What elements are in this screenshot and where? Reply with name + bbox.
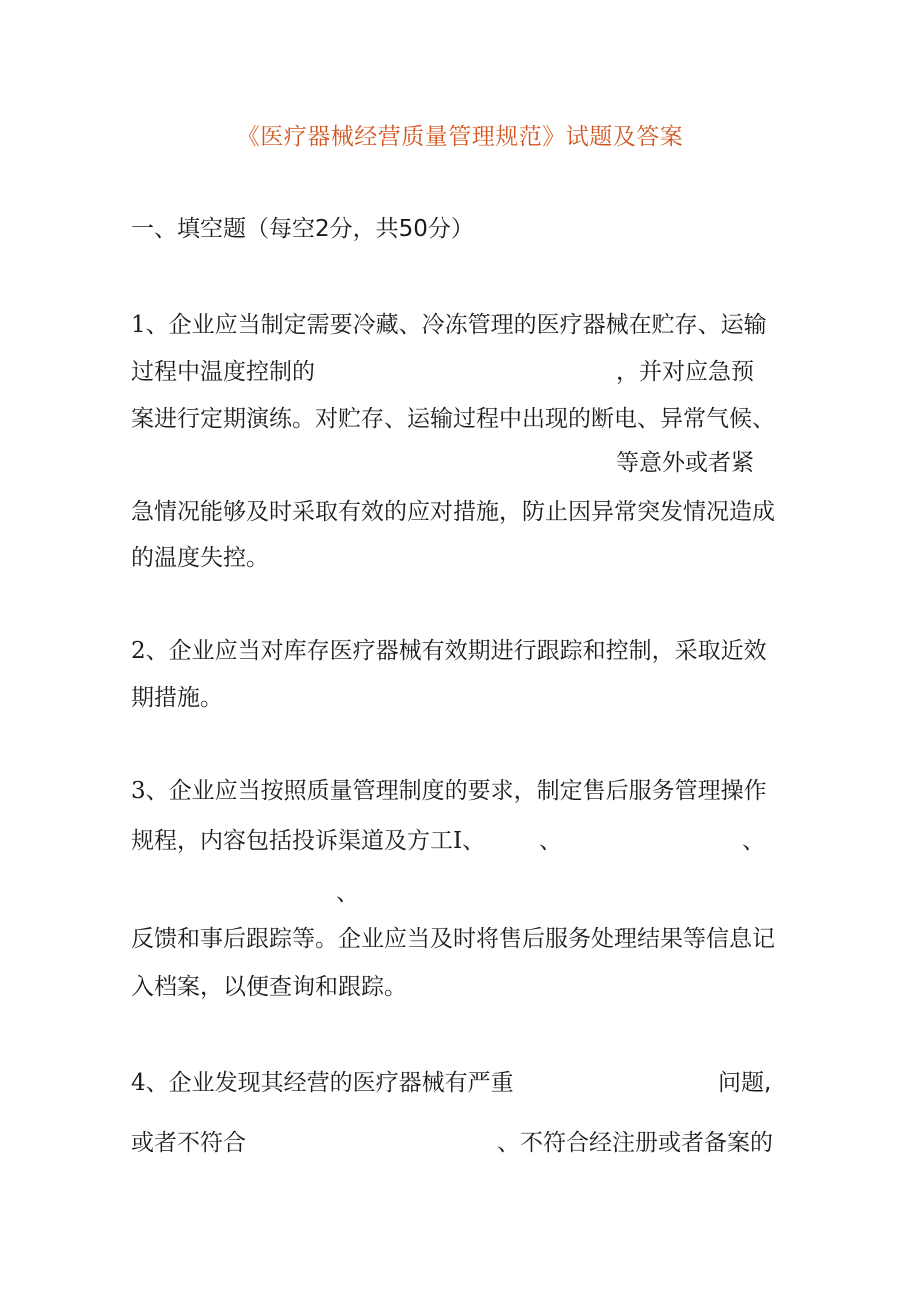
document-title: 《医疗器械经营质量管理规范》试题及答案	[236, 124, 684, 150]
q4-line-2-end: 、不符合经注册或者备案的	[497, 1130, 773, 1156]
q2-number: 2	[131, 638, 146, 664]
q2-line-1: 2、企业应当对库存医疗器械有效期进行跟踪和控制，采取近效	[131, 638, 767, 664]
q1-line-2-start: 过程中温度控制的	[131, 359, 315, 385]
q1-number: 1	[131, 312, 146, 338]
q2-line-2: 期措施。	[131, 685, 223, 711]
q3-line-2-sep-1: 、	[539, 828, 562, 854]
q3-line-2-sep-2: 、	[742, 828, 765, 854]
q4-number: 4	[131, 1070, 146, 1096]
q3-line-3-sep: 、	[336, 880, 359, 906]
q4-line-1-start: 4、企业发现其经营的医疗器械有严重	[131, 1070, 514, 1096]
q3-line-4: 反馈和事后跟踪等。企业应当及时将售后服务处理结果等信息记	[131, 926, 775, 952]
q1-line-5: 急情况能够及时采取有效的应对措施，防止因异常突发情况造成	[131, 499, 775, 525]
q4-line-2-start: 或者不符合	[131, 1130, 246, 1156]
q3-line-5: 入档案，以便查询和跟踪。	[131, 974, 407, 1000]
q4-line-1-end: 问题,	[718, 1070, 772, 1096]
section-heading: 一、填空题（每空2分，共50分）	[131, 216, 474, 242]
q3-line-2-start: 规程，内容包括投诉渠道及方工I、	[131, 828, 486, 854]
q3-line-1: 3、企业应当按照质量管理制度的要求，制定售后服务管理操作	[131, 778, 767, 804]
q1-line-6: 的温度失控。	[131, 545, 269, 571]
q1-line-1: 1、企业应当制定需要冷藏、冷冻管理的医疗器械在贮存、运输	[131, 312, 767, 338]
q1-line-2-end: ，并对应急预	[616, 359, 754, 385]
q3-number: 3	[131, 778, 146, 804]
q1-line-4: 等意外或者紧	[616, 450, 754, 476]
q1-line-3: 案进行定期演练。对贮存、运输过程中出现的断电、异常气候、	[131, 406, 775, 432]
